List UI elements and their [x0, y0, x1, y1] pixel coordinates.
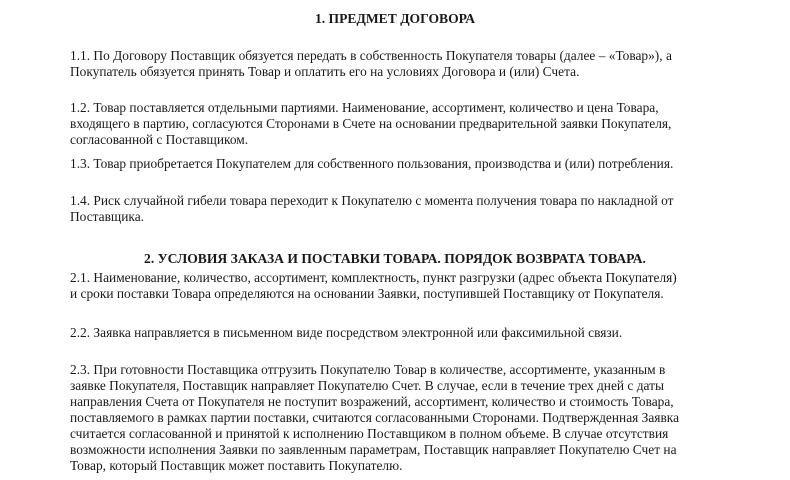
clause-line: 2.1. Наименование, количество, ассортимент, комплектность, пункт разгрузки (адрес объекта Покупателя)	[70, 270, 677, 285]
clause-line: Товар, который Поставщик может поставить Покупателю.	[70, 458, 403, 473]
clause-1-4	[70, 193, 750, 225]
clause-line: 2.2. Заявка направляется в письменном виде посредством электронной или факсимильной связи.	[70, 325, 623, 340]
clause-2-2	[70, 325, 750, 341]
clause-2-1	[70, 270, 750, 302]
clause-line: входящего в партию, согласуются Сторонами в Счете на основании предварительной заявки Покупателя,	[70, 116, 672, 131]
clause-1-3	[70, 156, 750, 172]
clause-line: 1.3. Товар приобретается Покупателем для собственного пользования, производства и (или) потребления.	[70, 156, 674, 171]
clause-line: возможности исполнения Заявки по заявленным параметрам, Поставщик направляет Покупателю Счет на	[70, 442, 677, 457]
clause-1-1	[70, 48, 750, 80]
clause-line: поставляемого в рамках партии поставки, считаются согласованными Сторонами. Подтвержденная Заявка	[70, 410, 680, 425]
clause-line: заявке Покупателя, Поставщик направляет Покупателю Счет. В случае, если в течение трех дней с даты	[70, 378, 664, 393]
clause-line: Поставщика.	[70, 209, 144, 224]
clause-line: 1.1. По Договору Поставщик обязуется передать в собственность Покупателя товары (далее – «Товар»), а	[70, 48, 672, 63]
clause-line: Покупатель обязуется принять Товар и оплатить его на условиях Договора и (или) Счета.	[70, 64, 580, 79]
clause-2-3	[70, 362, 750, 474]
clause-line: и сроки поставки Товара определяются на основании Заявки, поступившей Поставщику от Покупателя.	[70, 286, 664, 301]
clause-1-2	[70, 100, 750, 148]
clause-line: 2.3. При готовности Поставщика отгрузить Покупателю Товар в количестве, ассортименте, указанным в	[70, 362, 666, 377]
clause-line: направления Счета от Покупателя не поступит возражений, ассортимент, количество и стоимость Товара,	[70, 394, 674, 409]
clause-line: 1.4. Риск случайной гибели товара переходит к Покупателю с момента получения товара по накладной от	[70, 193, 674, 208]
section-2-heading: 2. УСЛОВИЯ ЗАКАЗА И ПОСТАВКИ ТОВАРА. ПОРЯДОК ВОЗВРАТА ТОВАРА.	[144, 251, 646, 266]
clause-line: 1.2. Товар поставляется отдельными партиями. Наименование, ассортимент, количество и цена Товара,	[70, 100, 659, 115]
section-1-heading: 1. ПРЕДМЕТ ДОГОВОРА	[314, 11, 476, 26]
clause-line: считается согласованной и принятой к исполнению Поставщиком в полном объеме. В случае отсутствия	[70, 426, 669, 441]
clause-line: согласованной с Поставщиком.	[70, 132, 249, 147]
